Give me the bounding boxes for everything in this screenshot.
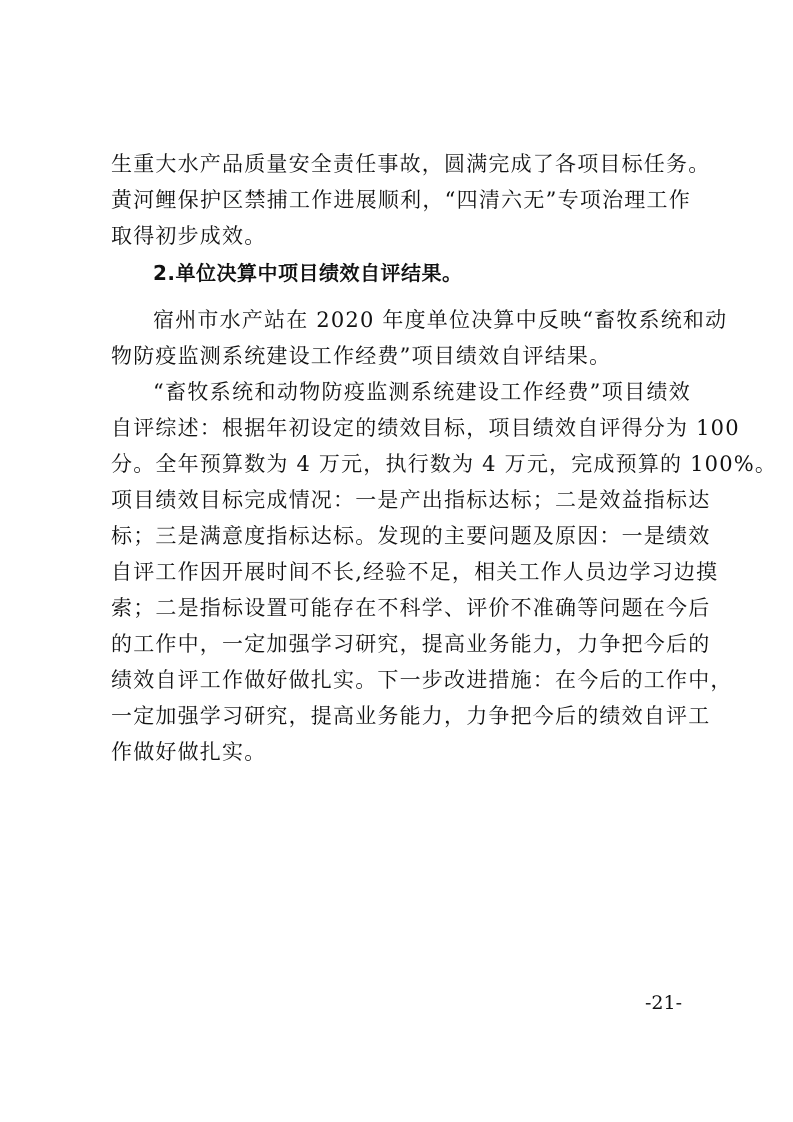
paragraph-line: 自评综述：根据年初设定的绩效目标，项目绩效自评得分为 100 [111, 416, 740, 440]
page-number: -21- [645, 992, 683, 1014]
section-heading: 2.单位决算中项目绩效自评结果。 [153, 261, 463, 285]
paragraph-line: 索；二是指标设置可能存在不科学、评价不准确等问题在今后 [111, 596, 711, 620]
paragraph-line: 绩效自评工作做好做扎实。下一步改进措施：在今后的工作中， [111, 668, 733, 692]
paragraph-line: 一定加强学习研究，提高业务能力，力争把今后的绩效自评工 [111, 704, 711, 728]
paragraph-line: 取得初步成效。 [111, 224, 267, 248]
paragraph-line: 自评工作因开展时间不长,经验不足，相关工作人员边学习边摸 [111, 560, 719, 584]
paragraph-line: 分。全年预算数为 4 万元，执行数为 4 万元，完成预算的 100%。 [111, 452, 778, 476]
paragraph-line: 生重大水产品质量安全责任事故，圆满完成了各项目标任务。 [111, 152, 711, 176]
paragraph-line: 宿州市水产站在 2020 年度单位决算中反映“畜牧系统和动 [153, 308, 728, 332]
paragraph-line: 标；三是满意度指标达标。发现的主要问题及原因：一是绩效 [111, 524, 711, 548]
paragraph-line: 的工作中，一定加强学习研究，提高业务能力，力争把今后的 [111, 632, 711, 656]
paragraph-line: 物防疫监测系统建设工作经费”项目绩效自评结果。 [111, 344, 612, 368]
paragraph-line: 作做好做扎实。 [111, 740, 267, 764]
paragraph-line: “畜牧系统和动物防疫监测系统建设工作经费”项目绩效 [153, 380, 691, 404]
paragraph-line: 项目绩效目标完成情况：一是产出指标达标；二是效益指标达 [111, 488, 711, 512]
paragraph-line: 黄河鲤保护区禁捕工作进展顺利，“四清六无”专项治理工作 [111, 188, 691, 212]
